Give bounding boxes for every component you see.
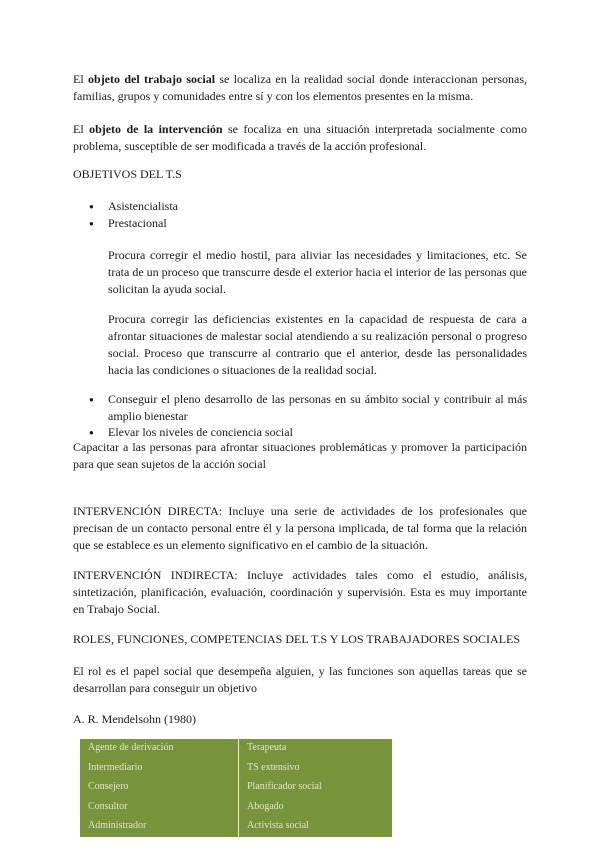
paragraph-objeto-intervencion — [73, 121, 527, 155]
term-objeto-intervencion: objeto de la intervención — [89, 122, 223, 136]
table-cell: Planificador social — [239, 778, 393, 798]
p2-post: se focaliza en una situación interpretada socialmente como problema, susceptible de ser modificada a través de la acción profesional. — [73, 122, 527, 153]
paragraph-prestacional-desc: Procura corregir las deficiencias existentes en la capacidad de respuesta de cara a afrontar situaciones de malestar social atendiendo a su realización personal o progreso social. Proceso que transcurre al contrario que el anterior, desde las personalidades hacia las condiciones o situaciones de la realidad social. — [108, 312, 527, 377]
roles-table — [80, 739, 392, 837]
table-row — [80, 817, 392, 837]
table-row — [80, 739, 392, 759]
term-objeto-trabajo-social: objeto del trabajo social — [88, 72, 216, 86]
list-item-label: Prestacional — [108, 216, 167, 230]
bullet-icon: ● — [89, 202, 94, 211]
table-cell: Abogado — [239, 798, 393, 818]
paragraph-capacitar: Capacitar a las personas para afrontar situaciones problemáticas y promover la participación para que sean sujetos de la acción social — [73, 440, 527, 471]
paragraph-rol-definicion: El rol es el papel social que desempeña alguien, y las funciones son aquellas tareas que se desarrollan para conseguir un objetivo — [73, 664, 527, 695]
paragraph-asistencialista-desc: Procura corregir el medio hostil, para aliviar las necesidades y limitaciones, etc. Se trata de un proceso que transcurre desde el exterior hacia el interior de las personas que solicitan la ayuda social. — [108, 248, 527, 296]
table-cell: Terapeuta — [239, 739, 393, 759]
list-item-label: Asistencialista — [108, 199, 178, 213]
table-row — [80, 759, 392, 779]
heading-roles: ROLES, FUNCIONES, COMPETENCIAS DEL T.S Y LOS TRABAJADORES SOCIALES — [73, 632, 521, 646]
bullet-icon: ● — [89, 428, 94, 437]
bullet-icon: ● — [89, 219, 94, 228]
table-cell: TS extensivo — [239, 759, 393, 779]
list-item-prestacional — [89, 215, 527, 232]
table-row — [80, 778, 392, 798]
list-item-label: Conseguir el pleno desarrollo de las personas en su ámbito social y contribuir al más amplio bienestar — [108, 392, 527, 423]
table-cell: Administrador — [88, 820, 147, 832]
p1-post: se localiza en la realidad social donde interaccionan personas, familias, grupos y comunidades entre sí y con los elementos presentes en la misma. — [73, 72, 527, 103]
list-item-pleno-desarrollo — [89, 391, 527, 425]
list-item-asistencialista — [89, 198, 527, 215]
table-row — [80, 798, 392, 818]
paragraph-intervencion-indirecta: INTERVENCIÓN INDIRECTA: Incluye actividades tales como el estudio, análisis, sintetización, planificación, evaluación, coordinación y supervisión. Esta es muy importante en Trabajo Social. — [73, 568, 527, 616]
table-cell: Intermediario — [88, 761, 143, 773]
paragraph-intervencion-directa: INTERVENCIÓN DIRECTA: Incluye una serie de actividades de los profesionales que precisan de un contacto personal entre él y la persona implicada, de tal forma que la relación que se establece es un elemento significativo en el cambio de la situación. — [73, 504, 527, 552]
table-cell: Consultor — [88, 800, 128, 812]
p2-pre: El — [73, 122, 90, 136]
p1-pre: El — [73, 72, 89, 86]
table-cell: Activista social — [239, 817, 393, 837]
table-cell: Consejero — [88, 781, 129, 793]
heading-objetivos: OBJETIVOS DEL T.S — [73, 167, 182, 181]
bullet-icon: ● — [89, 395, 94, 404]
list-item-label: Elevar los niveles de conciencia social — [108, 425, 293, 439]
author-citation: A. R. Mendelsohn (1980) — [73, 712, 196, 726]
paragraph-objeto-trabajo-social — [73, 71, 527, 105]
table-cell: Agente de derivación — [88, 742, 174, 753]
